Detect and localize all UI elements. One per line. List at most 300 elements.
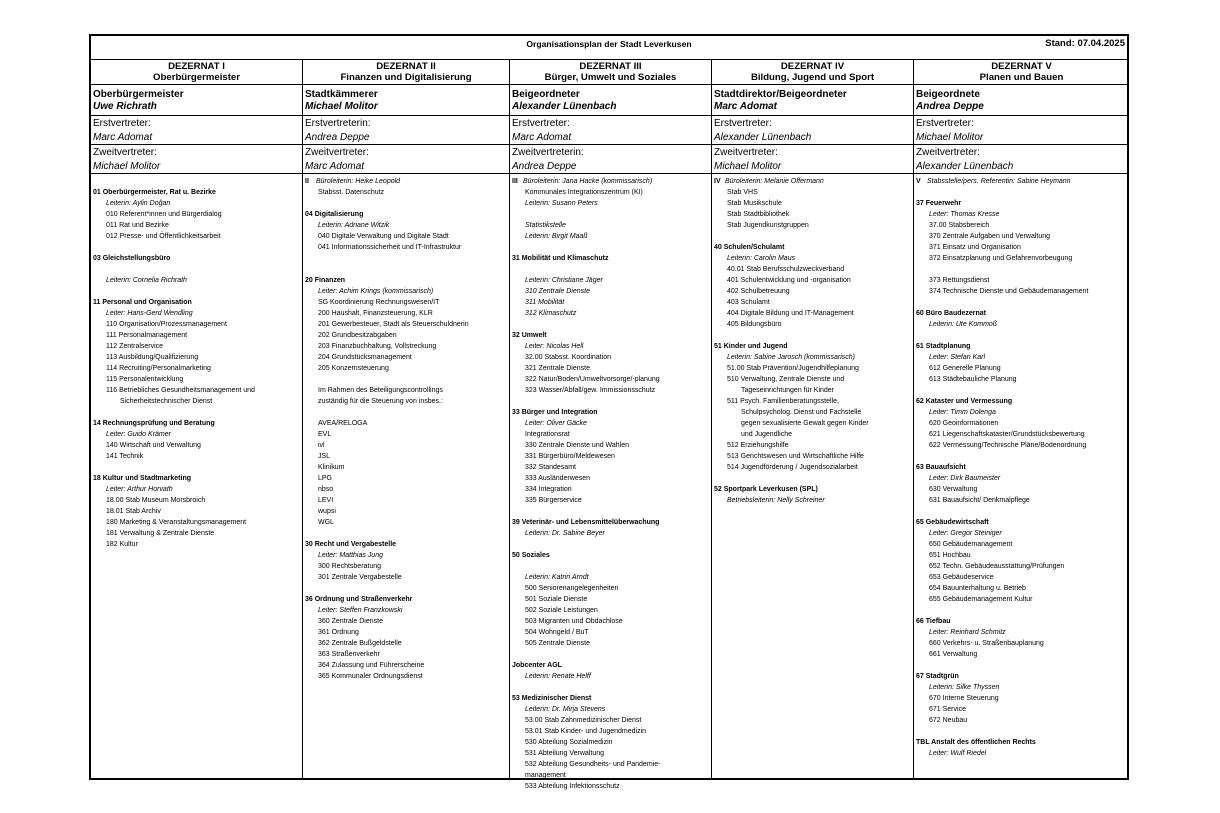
leader-line: Leiterin: Dr. Mirja Stevens <box>525 706 606 713</box>
leader-line: Leiter: Dirk Baumeister <box>929 475 1001 482</box>
unit-line: 301 Zentrale Vergabestelle <box>318 574 402 581</box>
spacer <box>93 242 300 253</box>
spacer <box>916 605 1127 616</box>
unit-line: AVEA/RELOGA <box>318 420 368 427</box>
department-title: TBL Anstalt des öffentlichen Rechts <box>916 739 1036 746</box>
leader-line: Leiter: Hans-Gerd Wendling <box>106 310 193 317</box>
unit-line: Stabsst. Datenschutz <box>318 189 385 196</box>
second-deputy-label: Zweitvertreter: <box>714 147 778 158</box>
unit-line: 011 Rat und Bezirke <box>106 222 169 229</box>
unit-line: 402 Schulbetreuung <box>727 288 790 295</box>
unit-line: 371 Einsatz und Organisation <box>929 244 1021 251</box>
dezernat-roman-numeral: V <box>916 178 921 185</box>
dezernat-number: DEZERNAT II <box>376 61 436 72</box>
dezernat-header <box>510 60 711 85</box>
dezernat-name: Oberbürgermeister <box>153 72 240 83</box>
unit-line: 513 Gerichtswesen und Wirtschaftliche Hilfe <box>727 453 864 460</box>
leader-line: Leiter: Matthias Jung <box>318 552 383 559</box>
department-title: 20 Finanzen <box>305 277 346 284</box>
unit-line: 504 Wohngeld / BuT <box>525 629 589 636</box>
unit-line: 405 Bildungsbüro <box>727 321 782 328</box>
unit-line: 514 Jugendförderung / Jugendsozialarbeit <box>727 464 858 471</box>
leader-line: Leiterin: Cornelia Richrath <box>106 277 187 284</box>
unit-line: 333 Ausländerwesen <box>525 475 590 482</box>
department-title: Jobcenter AGL <box>512 662 562 669</box>
office-lead-line <box>305 176 507 187</box>
leader-line: Leiter: Wulf Riedel <box>929 750 987 757</box>
leader-line: Leiterin: Carolin Maus <box>727 255 796 262</box>
spacer <box>305 264 507 275</box>
dezernat-roman-numeral: II <box>305 178 309 185</box>
department-title: 51 Kinder und Jugend <box>714 343 788 350</box>
unit-line: 661 Verwaltung <box>929 651 978 658</box>
unit-line: 652 Techn. Gebäudeausstattung/Prüfungen <box>929 563 1065 570</box>
unit-line: Klinikum <box>318 464 345 471</box>
department-title: 11 Personal und Organisation <box>93 299 192 306</box>
department-title: 61 Stadtplanung <box>916 343 971 350</box>
unit-line: 505 Zentrale Dienste <box>525 640 590 647</box>
spacer <box>305 583 507 594</box>
leader-line: Leiter: Gregor Steiniger <box>929 530 1002 537</box>
spacer <box>916 385 1127 396</box>
spacer <box>916 187 1127 198</box>
unit-line: 404 Digitale Bildung und IT-Management <box>727 310 854 317</box>
leader-line: Leiterin: Christiane Jäger <box>525 277 603 284</box>
office-lead-text: Büroleiterin: Melanie Offermann <box>725 178 824 185</box>
unit-line: 401 Schulentwicklung und -organisation <box>727 277 851 284</box>
second-deputy-box <box>712 145 913 174</box>
unit-line: 335 Bürgerservice <box>525 497 582 504</box>
department-title: 30 Recht und Vergabestelle <box>305 541 397 548</box>
dezernat-roman-numeral: IV <box>714 178 721 185</box>
spacer <box>916 297 1127 308</box>
unit-line: Kommunales Integrationszentrum (KI) <box>525 189 643 196</box>
office-lead-line <box>916 176 1127 187</box>
unit-line: 532 Abteilung Gesundheits- und Pandemie- <box>525 761 661 768</box>
unit-line: 010 Referent*innen und Bürgerdialog <box>106 211 222 218</box>
head-box <box>914 85 1129 116</box>
unit-line: 040 Digitale Verwaltung und Digitale Stadt <box>318 233 449 240</box>
department-title: 40 Schulen/Schulamt <box>714 244 785 251</box>
head-role: Stadtdirektor/Beigeordneter <box>714 89 847 100</box>
unit-line: zuständig für die Steuerung von insbes.: <box>318 398 443 405</box>
first-deputy-label: Erstvertreter: <box>916 118 974 129</box>
spacer <box>512 682 709 693</box>
first-deputy-box <box>91 116 302 145</box>
spacer <box>93 176 300 187</box>
first-deputy-name: Marc Adomat <box>512 132 572 143</box>
unit-line: 650 Gebäudemanagement <box>929 541 1013 548</box>
unit-line: Integrationsrat <box>525 431 570 438</box>
document-title: Organisationsplan der Stadt Leverkusen <box>526 39 692 49</box>
first-deputy-name: Marc Adomat <box>93 132 153 143</box>
dezernat-header <box>303 60 509 85</box>
spacer <box>93 462 300 473</box>
unit-list <box>510 174 711 792</box>
spacer <box>916 264 1127 275</box>
leader-line: Leiterin: Sabine Jarosch (kommissarisch) <box>727 354 855 361</box>
department-title: 60 Büro Baudezernat <box>916 310 987 317</box>
head-person: Andrea Deppe <box>916 101 984 112</box>
leader-line: Leiterin: Ute Kommoß <box>929 321 998 328</box>
department-title: 14 Rechnungsprüfung und Beratung <box>93 420 215 427</box>
leader-line: Leiter: Thomas Kresse <box>929 211 1000 218</box>
unit-line: 116 Betriebliches Gesundheitsmanagement und <box>106 387 255 394</box>
unit-line: Schulpsycholog. Dienst und Fachstelle <box>741 409 862 416</box>
spacer <box>93 264 300 275</box>
spacer <box>916 660 1127 671</box>
unit-line: Stab Musikschule <box>727 200 782 207</box>
second-deputy-name: Michael Molitor <box>714 161 782 172</box>
head-box <box>510 85 711 116</box>
unit-line: 331 Bürgerbüro/Meldewesen <box>525 453 615 460</box>
unit-line: 511 Psych. Familienberatungsstelle, <box>727 398 839 405</box>
leader-line: Leiter: Nicolas Hell <box>525 343 584 350</box>
office-lead-text: Büroleiterin: Jana Hacke (kommissarisch) <box>523 178 653 185</box>
second-deputy-label: Zweitvertreter: <box>305 147 369 158</box>
unit-line: 503 Migranten und Obdachlose <box>525 618 623 625</box>
unit-line: 530 Abteilung Sozialmedizin <box>525 739 613 746</box>
department-title: 66 Tiefbau <box>916 618 951 625</box>
leader-line: Leiterin: Aylin Doğan <box>106 200 171 207</box>
unit-line: 533 Abteilung Infektionsschutz <box>525 783 620 790</box>
spacer <box>714 473 911 484</box>
unit-line: 115 Personalentwicklung <box>106 376 184 383</box>
leader-line: Leiter: Reinhard Schmitz <box>929 629 1006 636</box>
unit-line: 622 Vermessung/Technische Pläne/Bodenordnung <box>929 442 1087 449</box>
unit-line: 53.00 Stab Zahnmedizinischer Dienst <box>525 717 642 724</box>
dezernat-column-2 <box>302 60 509 778</box>
second-deputy-box <box>303 145 509 174</box>
leader-line: Statistikstelle <box>525 222 566 229</box>
unit-line: 110 Organisation/Prozessmanagement <box>106 321 227 328</box>
unit-line: 32.00 Stabsst. Koordination <box>525 354 612 361</box>
dezernat-column-3 <box>509 60 711 790</box>
department-title: 03 Gleichstellungsbüro <box>93 255 171 262</box>
department-title: 32 Umwelt <box>512 332 547 339</box>
unit-line: 655 Gebäudemanagement Kultur <box>929 596 1033 603</box>
spacer <box>714 231 911 242</box>
leader-line: Leiterin: Dr. Sabine Beyer <box>525 530 605 537</box>
leader-line: Leiterin: Susann Peters <box>525 200 598 207</box>
unit-line: management <box>525 772 566 779</box>
unit-line: 654 Bauunterhaltung u. Betrieb <box>929 585 1026 592</box>
unit-line: 18.00 Stab Museum Morsbroich <box>106 497 206 504</box>
department-title: 36 Ordnung und Straßenverkehr <box>305 596 413 603</box>
unit-line: 373 Rettungsdienst <box>929 277 990 284</box>
first-deputy-box <box>914 116 1129 145</box>
spacer <box>93 286 300 297</box>
leader-line: 310 Zentrale Dienste <box>525 288 590 295</box>
first-deputy-label: Erstvertreterin: <box>305 118 371 129</box>
department-title: 31 Mobilität und Klimaschutz <box>512 255 609 262</box>
department-title: 18 Kultur und Stadtmarketing <box>93 475 192 482</box>
head-box <box>712 85 913 116</box>
leader-line: Leiterin: Adriane Witzik <box>318 222 390 229</box>
unit-line: 501 Soziale Dienste <box>525 596 588 603</box>
leader-line: 311 Mobilität <box>525 299 565 306</box>
unit-line: 182 Kultur <box>106 541 138 548</box>
unit-line: 205 Konzernsteuerung <box>318 365 389 372</box>
first-deputy-name: Alexander Lünenbach <box>714 132 812 143</box>
unit-line: JSL <box>318 453 331 460</box>
spacer <box>93 407 300 418</box>
spacer <box>305 198 507 209</box>
department-title: 37 Feuerwehr <box>916 200 962 207</box>
dezernat-header <box>914 60 1129 85</box>
spacer <box>305 253 507 264</box>
unit-line: 140 Wirtschaft und Verwaltung <box>106 442 201 449</box>
spacer <box>512 209 709 220</box>
unit-line: 372 Einsatzplanung und Gefahrenvorbeugung <box>929 255 1073 262</box>
dezernat-name: Bürger, Umwelt und Soziales <box>544 72 677 83</box>
first-deputy-box <box>510 116 711 145</box>
dezernat-column-1 <box>91 60 302 778</box>
unit-line: 200 Haushalt, Finanzsteuerung, KLR <box>318 310 433 317</box>
unit-line: 502 Soziale Leistungen <box>525 607 598 614</box>
spacer <box>714 330 911 341</box>
unit-line: 374 Technische Dienste und Gebäudemanagement <box>929 288 1089 295</box>
unit-line: 660 Verkehrs- u. Straßenbauplanung <box>929 640 1044 647</box>
dezernat-header <box>91 60 302 85</box>
unit-line: 300 Rechtsberatung <box>318 563 382 570</box>
unit-line: Sicherheitstechnischer Dienst <box>120 398 213 405</box>
unit-line: 510 Verwaltung, Zentrale Dienste und <box>727 376 845 383</box>
first-deputy-name: Andrea Deppe <box>305 132 370 143</box>
second-deputy-label: Zweitvertreter: <box>93 147 157 158</box>
head-person: Michael Molitor <box>305 101 378 112</box>
first-deputy-label: Erstvertreter: <box>93 118 151 129</box>
unit-line: 512 Erziehungshilfe <box>727 442 789 449</box>
unit-line: 141 Technik <box>106 453 144 460</box>
leader-line: Leiter: Timm Dolenga <box>929 409 996 416</box>
department-title: 50 Soziales <box>512 552 550 559</box>
unit-line: LPG <box>318 475 333 482</box>
unit-line: Tageseinrichtungen für Kinder <box>741 387 835 394</box>
head-person: Alexander Lünenbach <box>512 101 617 112</box>
first-deputy-label: Erstvertreter: <box>512 118 570 129</box>
dezernat-roman-numeral: III <box>512 178 518 185</box>
second-deputy-name: Andrea Deppe <box>512 161 577 172</box>
unit-line: 360 Zentrale Dienste <box>318 618 383 625</box>
unit-line: 671 Service <box>929 706 966 713</box>
unit-line: 653 Gebäudeservice <box>929 574 994 581</box>
unit-line: 202 Grundbesitzabgaben <box>318 332 397 339</box>
unit-line: 012 Presse- und Öffentlichkeitsarbeit <box>106 233 221 240</box>
spacer <box>512 242 709 253</box>
unit-line: 114 Recruiting/Personalmarketing <box>106 365 211 372</box>
unit-line: 203 Finanzbuchhaltung, Vollstreckung <box>318 343 437 350</box>
unit-line: 181 Verwaltung & Zentrale Dienste <box>106 530 215 537</box>
unit-line: Stab Jugendkunstgruppen <box>727 222 809 229</box>
spacer <box>305 528 507 539</box>
head-box <box>303 85 509 116</box>
office-lead-line <box>512 176 709 187</box>
unit-line: 364 Zulassung und Führerscheine <box>318 662 425 669</box>
unit-line: 403 Schulamt <box>727 299 770 306</box>
unit-line: 53.01 Stab Kinder- und Jugendmedizin <box>525 728 647 735</box>
unit-line: Stab Stadtbibliothek <box>727 211 790 218</box>
spacer <box>916 506 1127 517</box>
leader-line: Leiterin: Birgit Maaß <box>525 233 588 240</box>
unit-line: 180 Marketing & Veranstaltungsmanagement <box>106 519 247 526</box>
first-deputy-box <box>712 116 913 145</box>
spacer <box>512 319 709 330</box>
unit-line: SG Koordinierung Rechnungswesen/IT <box>318 299 440 306</box>
dezernat-name: Bildung, Jugend und Sport <box>750 72 875 83</box>
unit-line: 365 Kommunaler Ordnungsdienst <box>318 673 423 680</box>
unit-line: 613 Städtebauliche Planung <box>929 376 1017 383</box>
unit-line: 40.01 Stab Berufsschulzweckverband <box>727 266 845 273</box>
spacer <box>305 407 507 418</box>
unit-list <box>914 174 1129 759</box>
unit-line: 670 Interne Steuerung <box>929 695 999 702</box>
unit-line: 631 Bauaufsicht/ Denkmalpflege <box>929 497 1030 504</box>
leader-line: Leiterin: Renate Helff <box>525 673 591 680</box>
dezernat-number: DEZERNAT III <box>579 61 642 72</box>
department-title: 67 Stadtgrün <box>916 673 959 680</box>
department-title: 01 Oberbürgermeister, Rat u. Bezirke <box>93 189 216 196</box>
leader-line: Leiter: Achim Krings (kommissarisch) <box>318 288 434 295</box>
unit-line: gegen sexualisierte Gewalt gegen Kinder <box>741 420 869 427</box>
unit-line: 361 Ordnung <box>318 629 359 636</box>
dezernat-name: Finanzen und Digitalisierung <box>340 72 472 83</box>
second-deputy-label: Zweitvertreter: <box>916 147 980 158</box>
department-title: 39 Veterinär- und Lebensmittelüberwachung <box>512 519 660 526</box>
office-lead-text: Stabsstelle/pers. Referentin: Sabine Heymann <box>927 178 1071 185</box>
spacer <box>916 451 1127 462</box>
leader-line: Leiter: Oliver Gäcke <box>525 420 587 427</box>
second-deputy-name: Marc Adomat <box>305 161 365 172</box>
head-role: Stadtkämmerer <box>305 89 378 100</box>
document-date: Stand: 07.04.2025 <box>1045 38 1125 49</box>
dezernat-number: DEZERNAT I <box>168 61 225 72</box>
head-role: Oberbürgermeister <box>93 89 184 100</box>
head-person: Marc Adomat <box>714 101 777 112</box>
spacer <box>512 649 709 660</box>
leader-line: Leiter: Steffen Franzkowski <box>318 607 403 614</box>
unit-line: Stab VHS <box>727 189 758 196</box>
unit-line: 330 Zentrale Dienste und Wahlen <box>525 442 630 449</box>
unit-line: 18.01 Stab Archiv <box>106 508 161 515</box>
unit-line: ivl <box>318 442 325 449</box>
unit-line: 111 Personalmanagement <box>106 332 188 339</box>
dezernat-column-4 <box>711 60 913 778</box>
unit-line: 363 Straßenverkehr <box>318 651 380 658</box>
unit-line: 651 Hochbau <box>929 552 971 559</box>
unit-line: Im Rahmen des Beteiligungscontrollings <box>318 387 443 394</box>
unit-line: EVL <box>318 431 332 438</box>
unit-line: 51.00 Stab Prävention/Jugendhilfeplanung <box>727 365 859 372</box>
first-deputy-label: Erstvertreter: <box>714 118 772 129</box>
second-deputy-name: Alexander Lünenbach <box>916 161 1014 172</box>
department-title: 62 Kataster und Vermessung <box>916 398 1013 405</box>
dezernat-number: DEZERNAT IV <box>780 61 845 72</box>
leader-line: Leiterin: Silke Thyssen <box>929 684 1000 691</box>
leader-line: Leiter: Arthur Horvath <box>106 486 173 493</box>
department-title: 63 Bauaufsicht <box>916 464 966 471</box>
dezernat-number: DEZERNAT V <box>991 61 1052 72</box>
spacer <box>916 726 1127 737</box>
office-lead-line <box>714 176 911 187</box>
second-deputy-box <box>914 145 1129 174</box>
unit-line: 672 Neubau <box>929 717 968 724</box>
title-bar <box>91 36 1127 60</box>
leader-line: Leiterin: Katrin Arndt <box>525 574 589 581</box>
unit-list <box>91 174 302 550</box>
unit-line: WGL <box>318 519 334 526</box>
unit-line: 37.00 Stabsbereich <box>929 222 990 229</box>
leader-line: Leiter: Guido Krämer <box>106 431 171 438</box>
org-chart-frame <box>89 34 1129 790</box>
unit-line: 500 Seniorenangelegenheiten <box>525 585 619 592</box>
leader-line: Betriebsleiterin: Nelly Schreiner <box>727 497 825 504</box>
unit-line: und Jugendliche <box>741 431 792 438</box>
spacer <box>512 396 709 407</box>
leader-line: 312 Klimaschutz <box>525 310 577 317</box>
spacer <box>512 506 709 517</box>
unit-line: 531 Abteilung Verwaltung <box>525 750 605 757</box>
spacer <box>916 330 1127 341</box>
department-title: 65 Gebäudewirtschaft <box>916 519 989 526</box>
dezernat-name: Planen und Bauen <box>979 72 1064 83</box>
unit-line: LEVI <box>318 497 334 504</box>
unit-line: 630 Verwaltung <box>929 486 978 493</box>
first-deputy-name: Michael Molitor <box>916 132 984 143</box>
unit-line: 113 Ausbildung/Qualifizierung <box>106 354 199 361</box>
unit-line: 323 Wasser/Abfall/gew. Immissionsschutz <box>525 387 656 394</box>
second-deputy-label: Zweitvertreterin: <box>512 147 584 158</box>
unit-line: 332 Standesamt <box>525 464 576 471</box>
head-box <box>91 85 302 116</box>
department-title: 53 Medizinischer Dienst <box>512 695 592 702</box>
second-deputy-box <box>510 145 711 174</box>
unit-list <box>303 174 509 682</box>
leader-line: Leiter: Stefan Karl <box>929 354 986 361</box>
unit-line: 362 Zentrale Bußgeldstelle <box>318 640 402 647</box>
spacer <box>305 374 507 385</box>
office-lead-text: Büroleiterin: Heike Leopold <box>316 178 401 185</box>
unit-line: 334 Integration <box>525 486 572 493</box>
department-title: 33 Bürger und Integration <box>512 409 598 416</box>
second-deputy-box <box>91 145 302 174</box>
spacer <box>512 264 709 275</box>
dezernat-header <box>712 60 913 85</box>
unit-line: 612 Generelle Planung <box>929 365 1001 372</box>
first-deputy-box <box>303 116 509 145</box>
unit-line: nbso <box>318 486 334 493</box>
head-role: Beigeordneter <box>512 89 580 100</box>
unit-line: wupsi <box>318 508 336 515</box>
unit-list <box>712 174 913 506</box>
unit-line: 201 Gewerbesteuer, Stadt als Steuerschuldnerin <box>318 321 469 328</box>
unit-line: 112 Zentralservice <box>106 343 164 350</box>
unit-line: 041 Informationssicherheit und IT-Infrastruktur <box>318 244 462 251</box>
spacer <box>512 561 709 572</box>
unit-line: 370 Zentrale Aufgaben und Verwaltung <box>929 233 1051 240</box>
department-title: 04 Digitalisierung <box>305 211 364 218</box>
spacer <box>512 539 709 550</box>
department-title: 52 Sportpark Leverkusen (SPL) <box>714 486 818 493</box>
unit-line: 321 Zentrale Dienste <box>525 365 590 372</box>
dezernat-column-5 <box>913 60 1129 778</box>
unit-line: 621 Liegenschaftskataster/Grundstücksbewertung <box>929 431 1085 438</box>
second-deputy-name: Michael Molitor <box>93 161 161 172</box>
unit-line: 620 Geoinformationen <box>929 420 999 427</box>
unit-line: 204 Grundstücksmanagement <box>318 354 412 361</box>
unit-line: 322 Natur/Boden/Umweltvorsorge/-planung <box>525 376 660 383</box>
head-role: Beigeordnete <box>916 89 980 100</box>
